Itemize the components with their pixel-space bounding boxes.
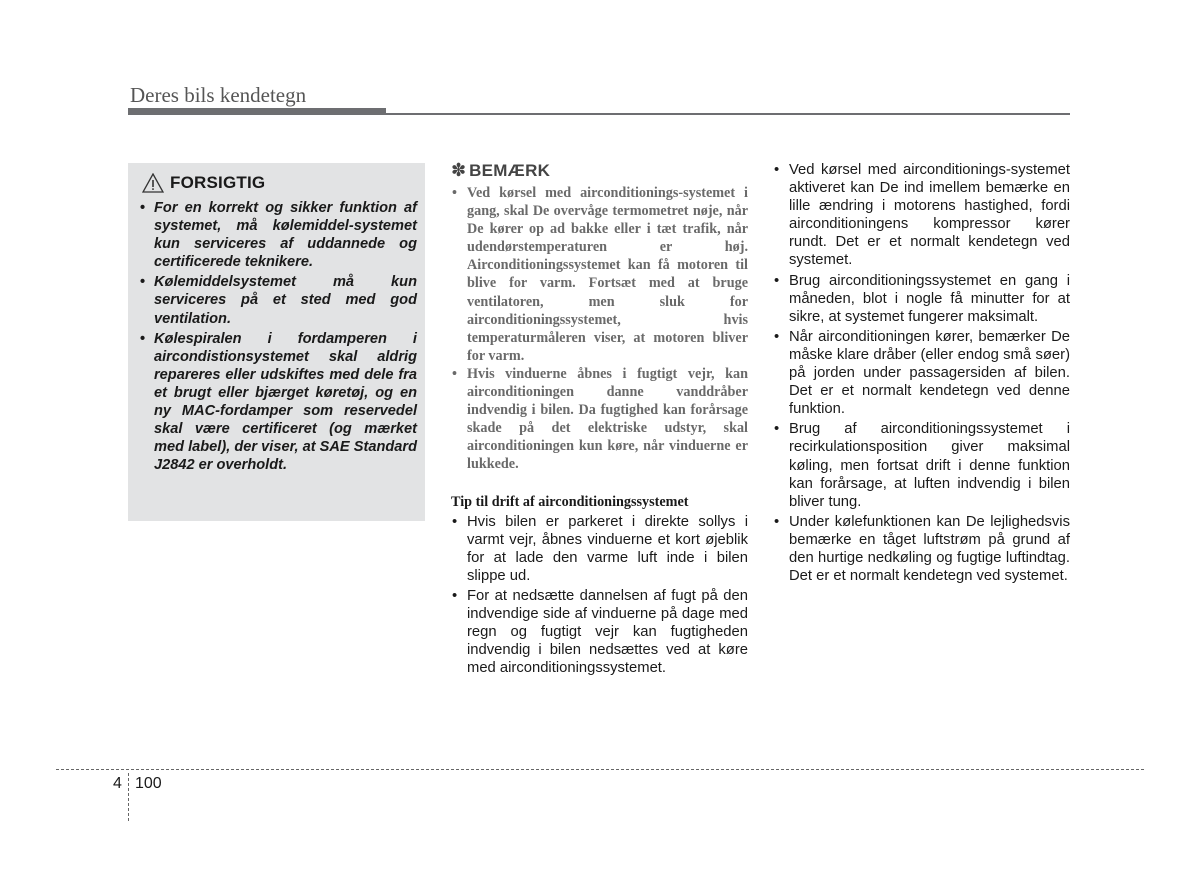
footer-dashed-divider <box>128 773 129 821</box>
warning-triangle-icon <box>142 173 164 193</box>
header-rule-thin <box>386 113 1070 115</box>
right-column-item: • Når airconditioningen kører, bemærker De måske klare dråber (eller endog små søer) på jorden under passagersiden af bilen. Det er et normalt kendetegn ved denne funktion. <box>773 328 1070 418</box>
note-asterisk-icon: ✽ <box>451 160 467 180</box>
middle-column <box>451 160 748 679</box>
caution-item: • Kølemiddelsystemet må kun serviceres på et sted med god ventilation. <box>140 273 417 327</box>
caution-box <box>128 163 425 521</box>
note-header <box>451 160 748 181</box>
tips-heading: Tip til drift af airconditioningssystemet <box>451 493 689 510</box>
chapter-number: 4 <box>113 775 122 792</box>
tips-item: • For at nedsætte dannelsen af fugt på den indvendige side af vinduerne på dage med regn og fugtigt vejr kan fugtigheden indvendig i bilen nedsættes ved at køre med airconditioningssystemet. <box>451 587 748 677</box>
note-list <box>451 184 748 474</box>
right-column-item: • Ved kørsel med airconditionings-systemet aktiveret kan De ind imellem bemærke en lille ændring i motorens hastighed, fordi airconditioningens kompressor kører rundt. Det er et normalt kendetegn ved systemet. <box>773 161 1070 270</box>
page-header-title: Deres bils kendetegn <box>130 83 307 107</box>
tips-list <box>451 513 748 678</box>
header-rule-thick <box>128 108 386 115</box>
right-column <box>773 161 1070 587</box>
caution-header <box>142 173 417 193</box>
right-column-item: • Brug af airconditioningssystemet i recirkulationsposition giver maksimal køling, men fortsat drift i denne funktion kan forårsage, at luften indvendig i bilen bliver tung. <box>773 420 1070 510</box>
page-number: 100 <box>135 775 162 792</box>
note-title: BEMÆRK <box>469 160 551 180</box>
tips-item: • Hvis bilen er parkeret i direkte sollys i varmt vejr, åbnes vinduerne et kort øjeblik for at lade den varme luft inde i bilen slippe ud. <box>451 513 748 585</box>
right-column-list <box>773 161 1070 585</box>
caution-list <box>140 199 417 474</box>
note-item: • Hvis vinduerne åbnes i fugtigt vejr, kan airconditioningen danne vanddråber indvendig i bilen. Da fugtighed kan forårsage skade på det elektriske udstyr, skal airconditioningen kun køre, når vinduerne er lukkede. <box>451 365 748 474</box>
note-item: • Ved kørsel med airconditionings-systemet i gang, skal De overvåge termometret nøje, når De kører op ad bakke eller i tæt trafik, når udendørstemperaturen er høj. Airconditioningssystemet kan få motoren til blive for varm. Fortsæt med at bruge ventilatoren, men sluk for airconditioningssystemet, hvis temperaturmåleren viser, at motoren bliver for varm. <box>451 184 748 365</box>
right-column-item: • Under kølefunktionen kan De lejlighedsvis bemærke en tåget luftstrøm på grund af den hurtige nedkøling og fugtige luftindtag. Det er et normalt kendetegn ved systemet. <box>773 513 1070 585</box>
caution-item: • For en korrekt og sikker funktion af systemet, må kølemiddel-systemet kun serviceres af uddannede og certificerede teknikere. <box>140 199 417 271</box>
caution-item: • Kølespiralen i fordamperen i aircondistionsystemet skal aldrig repareres eller udskiftes med dele fra et brugt eller bjærget køretøj, og en ny MAC-fordamper som reservedel skal være certificeret (og mærket med label), der viser, at SAE Standard J2842 er overholdt. <box>140 330 417 475</box>
caution-title: FORSIGTIG <box>170 173 266 192</box>
right-column-item: • Brug airconditioningssystemet en gang i måneden, blot i nogle få minutter for at sikre, at systemet fungerer maksimalt. <box>773 272 1070 326</box>
footer-dashed-rule <box>56 769 1144 770</box>
